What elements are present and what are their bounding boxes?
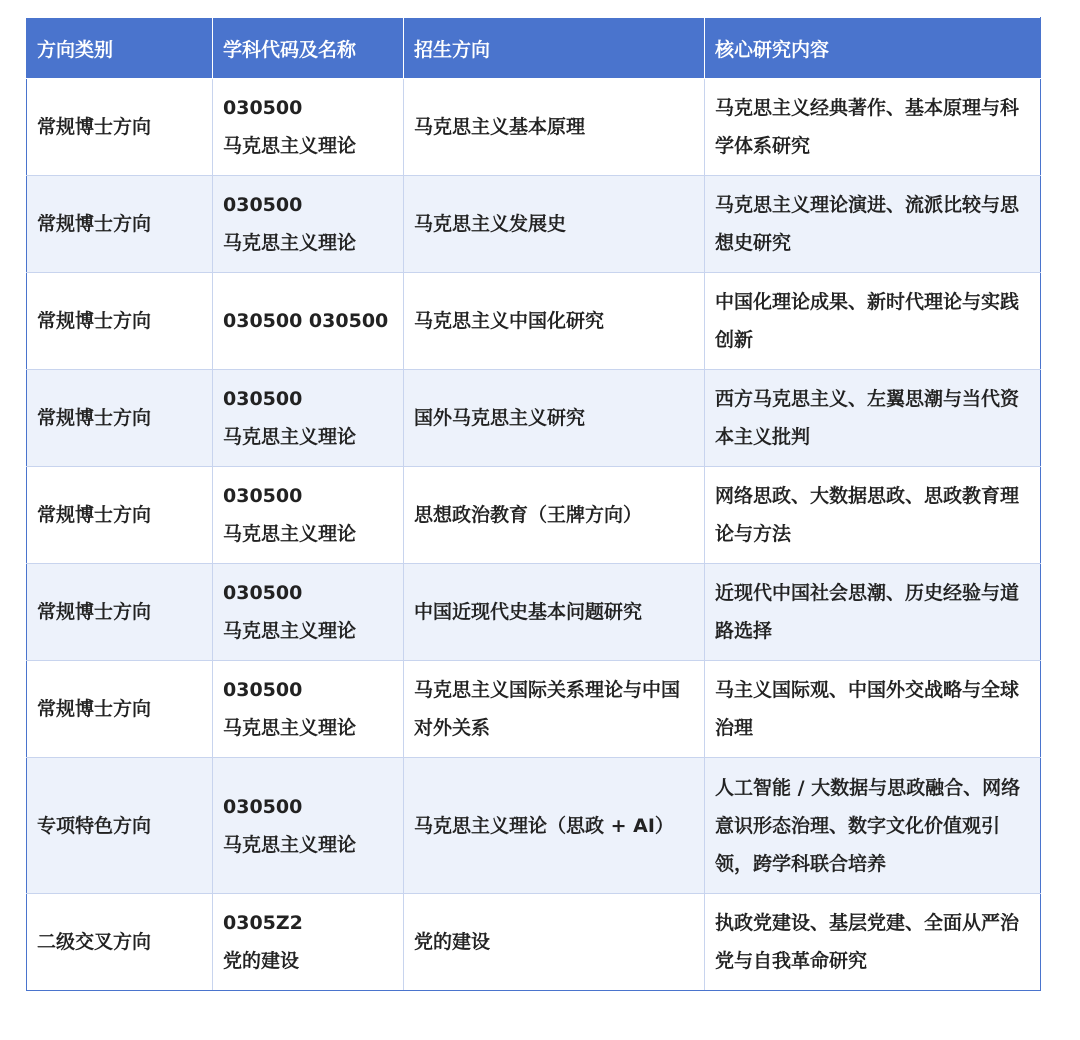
table-row xyxy=(27,758,1041,894)
cell-direction: 马克思主义基本原理 xyxy=(404,79,705,176)
cell-code-name xyxy=(213,661,404,758)
subject-name: 马克思主义理论 xyxy=(223,833,357,856)
table-row xyxy=(27,894,1041,991)
subject-code: 0305Z2 xyxy=(223,912,303,934)
cell-code-name xyxy=(213,176,404,273)
cell-content: 人工智能 / 大数据与思政融合、网络意识形态治理、数字文化价值观引领，跨学科联合培养 xyxy=(705,758,1041,894)
cell-code-name xyxy=(213,758,404,894)
subject-name: 马克思主义理论 xyxy=(223,135,357,157)
subject-name: 马克思主义理论 xyxy=(223,232,357,254)
subject-code: 030500 030500 xyxy=(223,310,389,332)
header-direction: 招生方向 xyxy=(404,18,705,79)
cell-category: 常规博士方向 xyxy=(27,79,213,176)
cell-direction: 马克思主义发展史 xyxy=(404,176,705,273)
discipline-table-container xyxy=(26,17,1040,991)
header-row xyxy=(27,18,1041,79)
discipline-table xyxy=(26,17,1041,991)
cell-category: 常规博士方向 xyxy=(27,467,213,564)
subject-code: 030500 xyxy=(223,582,303,604)
cell-category: 常规博士方向 xyxy=(27,370,213,467)
subject-code: 030500 xyxy=(223,795,303,818)
subject-name: 马克思主义理论 xyxy=(223,523,357,545)
cell-category: 二级交叉方向 xyxy=(27,894,213,991)
cell-direction: 马克思主义国际关系理论与中国对外关系 xyxy=(404,661,705,758)
cell-direction: 马克思主义理论（思政 + AI） xyxy=(404,758,705,894)
cell-content: 马克思主义理论演进、流派比较与思想史研究 xyxy=(705,176,1041,273)
cell-content: 马克思主义经典著作、基本原理与科学体系研究 xyxy=(705,79,1041,176)
cell-code-name xyxy=(213,370,404,467)
cell-category: 常规博士方向 xyxy=(27,176,213,273)
cell-direction: 中国近现代史基本问题研究 xyxy=(404,564,705,661)
cell-content: 近现代中国社会思潮、历史经验与道路选择 xyxy=(705,564,1041,661)
cell-content: 网络思政、大数据思政、思政教育理论与方法 xyxy=(705,467,1041,564)
subject-code: 030500 xyxy=(223,97,303,119)
subject-name: 马克思主义理论 xyxy=(223,717,357,739)
table-row xyxy=(27,176,1041,273)
subject-name: 党的建设 xyxy=(223,950,300,972)
cell-code-name xyxy=(213,564,404,661)
table-row xyxy=(27,467,1041,564)
cell-direction: 思想政治教育（王牌方向） xyxy=(404,467,705,564)
cell-code-name xyxy=(213,894,404,991)
cell-code-name xyxy=(213,273,404,370)
subject-code: 030500 xyxy=(223,388,303,410)
table-body xyxy=(27,79,1041,991)
cell-code-name xyxy=(213,79,404,176)
subject-code: 030500 xyxy=(223,485,303,507)
table-header xyxy=(27,18,1041,79)
cell-code-name xyxy=(213,467,404,564)
subject-name: 马克思主义理论 xyxy=(223,620,357,642)
table-row xyxy=(27,79,1041,176)
cell-direction: 马克思主义中国化研究 xyxy=(404,273,705,370)
cell-category: 常规博士方向 xyxy=(27,273,213,370)
table-row xyxy=(27,370,1041,467)
cell-content: 西方马克思主义、左翼思潮与当代资本主义批判 xyxy=(705,370,1041,467)
cell-category: 常规博士方向 xyxy=(27,661,213,758)
table-row xyxy=(27,661,1041,758)
cell-content: 马主义国际观、中国外交战略与全球治理 xyxy=(705,661,1041,758)
subject-name: 马克思主义理论 xyxy=(223,426,357,448)
table-row xyxy=(27,273,1041,370)
cell-content: 中国化理论成果、新时代理论与实践创新 xyxy=(705,273,1041,370)
header-code-name: 学科代码及名称 xyxy=(213,18,404,79)
cell-content: 执政党建设、基层党建、全面从严治党与自我革命研究 xyxy=(705,894,1041,991)
table-row xyxy=(27,564,1041,661)
subject-code: 030500 xyxy=(223,194,303,216)
cell-category: 专项特色方向 xyxy=(27,758,213,894)
cell-category: 常规博士方向 xyxy=(27,564,213,661)
header-category: 方向类别 xyxy=(27,18,213,79)
cell-direction: 党的建设 xyxy=(404,894,705,991)
cell-direction: 国外马克思主义研究 xyxy=(404,370,705,467)
header-content: 核心研究内容 xyxy=(705,18,1041,79)
subject-code: 030500 xyxy=(223,679,303,701)
